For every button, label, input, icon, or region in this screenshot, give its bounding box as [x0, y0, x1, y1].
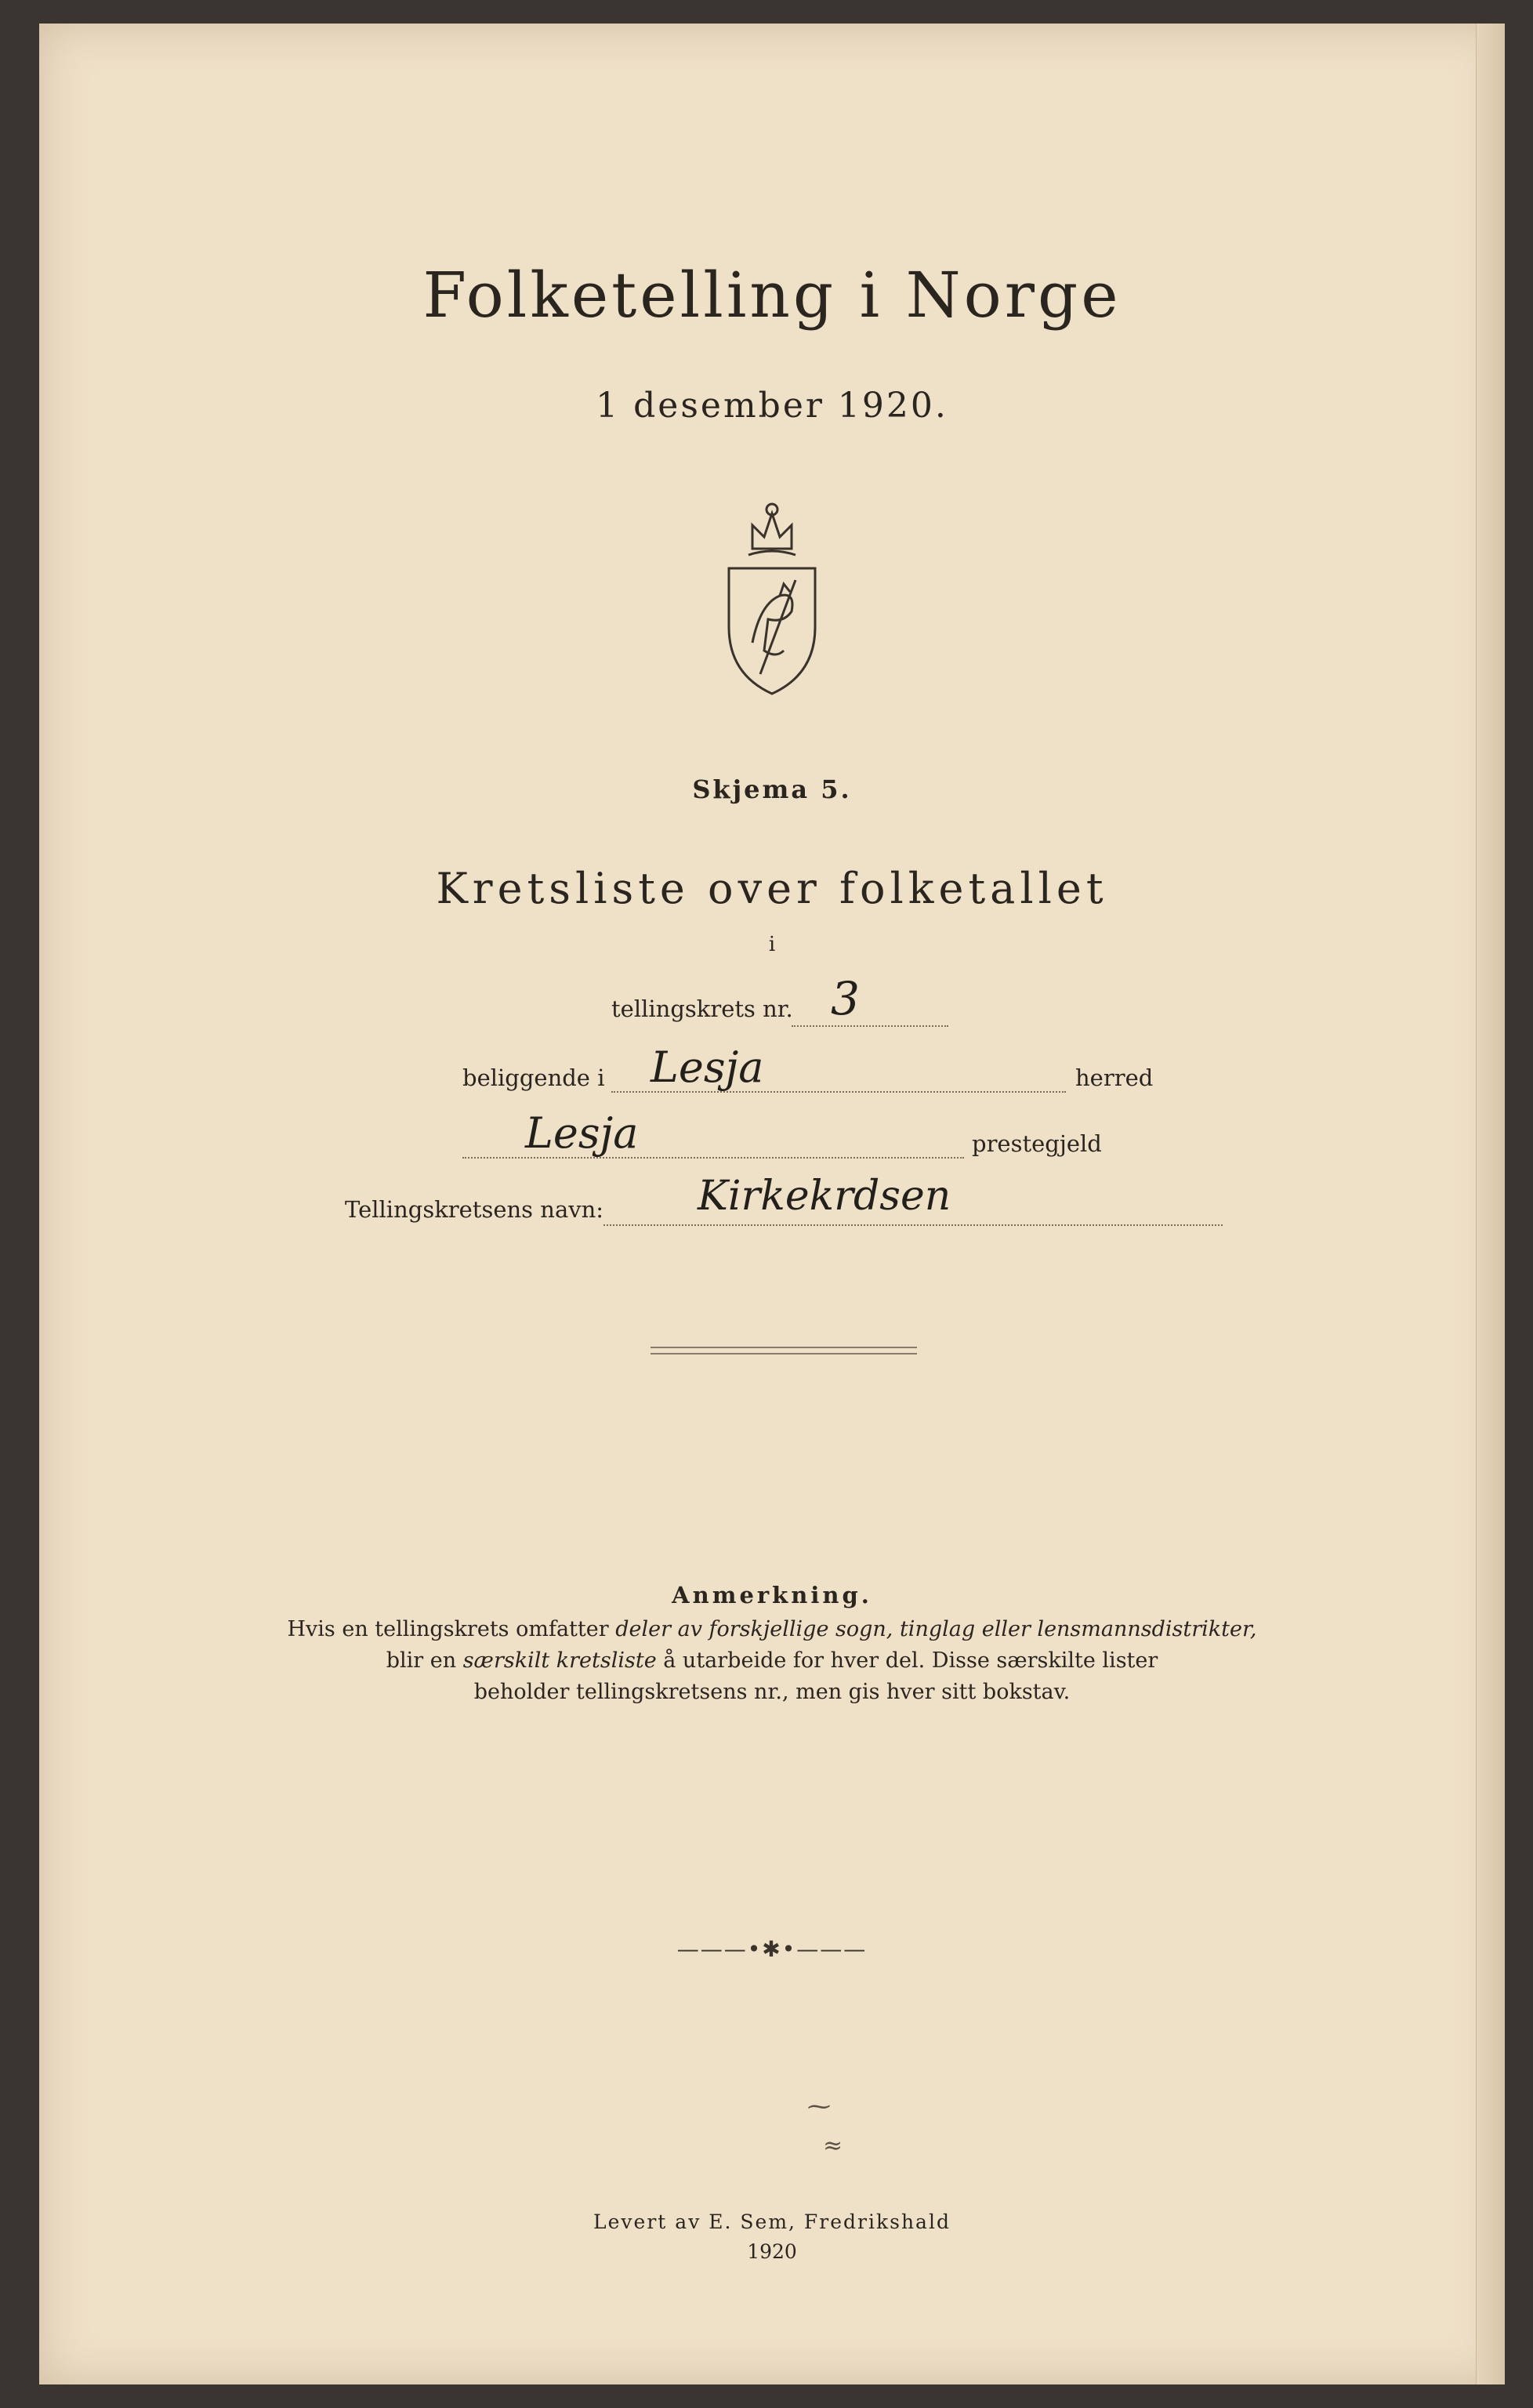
pencil-mark-2: ≈	[823, 2132, 843, 2160]
beliggende-value: Lesja	[651, 1043, 764, 1092]
schema-number: Skjema 5.	[692, 774, 852, 804]
krets-label: tellingskrets nr.	[611, 995, 793, 1022]
note-heading: Anmerkning.	[672, 1582, 872, 1608]
printer-year: 1920	[747, 2240, 797, 2263]
preposition-text: i	[768, 933, 776, 956]
document-page	[39, 24, 1505, 2384]
navn-label: Tellingskretsens navn:	[345, 1196, 604, 1223]
note-line-1-text: Hvis en tellingskrets omfatter	[287, 1617, 616, 1641]
note-line-2	[274, 1646, 1270, 1676]
note-line-1-italic: deler av forskjellige sogn, tinglag eller lensmannsdistrikter,	[615, 1617, 1257, 1641]
note-line-2-italic: særskilt kretsliste	[462, 1648, 657, 1673]
census-date: 1 desember 1920.	[596, 386, 948, 426]
coat-of-arms-icon	[705, 494, 839, 698]
note-line-1	[274, 1615, 1270, 1645]
beliggende-label: beliggende i	[462, 1064, 605, 1091]
krets-value: 3	[831, 972, 860, 1025]
note-line-3: beholder tellingskretsens nr., men gis hver sitt bokstav.	[473, 1680, 1071, 1704]
divider-rule-top	[651, 1347, 917, 1348]
herred-label: herred	[1075, 1064, 1154, 1091]
krets-line	[792, 1025, 948, 1027]
page-edge	[1476, 24, 1505, 2384]
note-line-2-text-c: å utarbeide for hver del. Disse særskilte lister	[656, 1648, 1158, 1673]
divider-rule-bottom	[651, 1353, 917, 1354]
document-subtitle: Kretsliste over folketallet	[436, 864, 1108, 913]
prestegjeld-label: prestegjeld	[972, 1130, 1102, 1157]
printer-credit: Levert av E. Sem, Fredrikshald	[593, 2210, 951, 2233]
navn-line	[603, 1224, 1223, 1226]
ornament-divider: ———•✱•———	[676, 1936, 868, 1962]
prestegjeld-value: Lesja	[525, 1108, 639, 1158]
document-title: Folketelling i Norge	[422, 259, 1122, 332]
pencil-mark: ⁓	[807, 2093, 831, 2120]
note-line-2-text-a: blir en	[386, 1648, 463, 1673]
navn-value: Kirkekrdsen	[698, 1173, 951, 1220]
